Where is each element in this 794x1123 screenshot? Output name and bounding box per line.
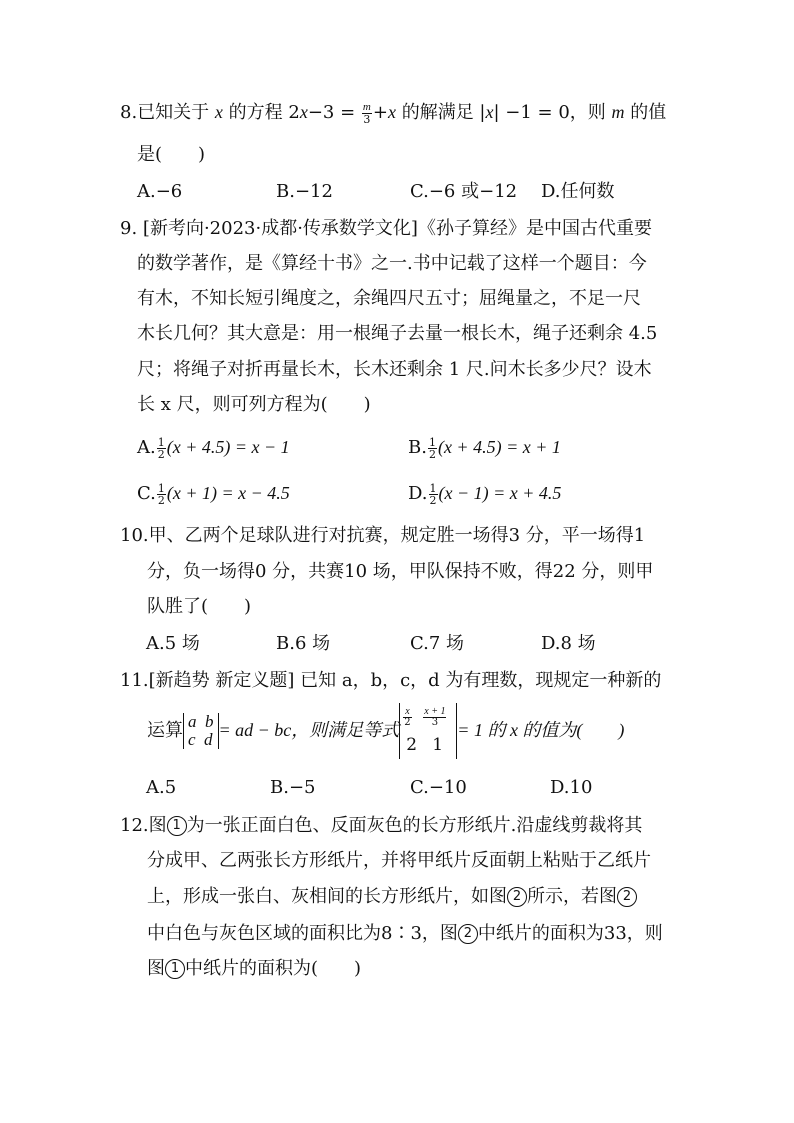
- half-fraction: $\frac{1}{2}$: [157, 481, 165, 507]
- circled-number: 2: [458, 924, 478, 944]
- q10-line2: 分，负一场得0 分，共赛10 场，甲队保持不败，得22 分，则甲: [147, 561, 654, 582]
- q9-line2: 的数学著作，是《算经十书》之一.书中记载了这样一个题目：今: [137, 253, 647, 274]
- q9-option-b: B. $\frac{1}{2}$ (x + 4.5) = x + 1: [408, 435, 561, 461]
- q9-line5: 尺；将绳子对折再量长木，长木还剩余 1 尺.问木长多少尺？设木: [137, 359, 652, 380]
- q10-line3: 队胜了( ): [147, 596, 252, 617]
- q9-line1: 9. [新考向·2023·成都·传承数学文化]《孙子算经》是中国古代重要: [120, 218, 652, 239]
- q11-option-d: D.10: [550, 777, 593, 798]
- q9-option-c: C. $\frac{1}{2}$ (x + 1) = x − 4.5: [137, 481, 290, 507]
- q8-option-c: C.−6 或−12: [410, 181, 518, 202]
- q9-option-d: D. $\frac{1}{2}$ (x − 1) = x + 4.5: [408, 481, 562, 507]
- q9-option-a: A. $\frac{1}{2}$ (x + 4.5) = x − 1: [137, 435, 290, 461]
- q10-line1: 10.甲、乙两个足球队进行对抗赛，规定胜一场得3 分，平一场得1: [120, 525, 646, 546]
- q12-line1: 12.图 1 为一张正面白色、反面灰色的长方形纸片.沿虚线剪裁将其: [120, 815, 643, 836]
- q12-line5: 图 1 中纸片的面积为( ): [147, 958, 362, 979]
- q10-option-d: D.8 场: [541, 633, 596, 654]
- circled-number: 2: [617, 887, 637, 907]
- q8-option-d: D.任何数: [541, 181, 615, 202]
- q8-fraction: $\frac{m}{3}$: [362, 100, 371, 126]
- q12-line4: 中白色与灰色区域的面积比为8∶3，图 2 中纸片的面积为33，则: [147, 923, 663, 944]
- q8-number: 8.: [120, 102, 138, 123]
- circled-number: 1: [165, 959, 185, 979]
- q8-line2: 是( ): [137, 144, 206, 165]
- half-fraction: $\frac{1}{2}$: [157, 435, 165, 461]
- q8-line1: 8.已知关于 x 的方程 2x−3 = $\frac{m}{3}$ +x 的解满足 |x| −1 = 0，则 m 的值: [120, 100, 667, 126]
- q12-line3: 上，形成一张白、灰相间的长方形纸片，如图 2 所示，若图 2: [147, 885, 637, 909]
- q8-option-a: A.−6: [137, 181, 183, 202]
- half-fraction: $\frac{1}{2}$: [428, 435, 436, 461]
- q11-option-c: C.−10: [410, 777, 467, 798]
- q11-line2: 运算 a b c d = ad − bc，则满足等式 $\frac{x}{2}$ $\frac{x + 1}{3}$ 2 1 = 1 的 x 的值为( ): [147, 700, 624, 760]
- q12-line2: 分成甲、乙两张长方形纸片，并将甲纸片反面朝上粘贴于乙纸片: [147, 850, 651, 871]
- determinant-definition: a b c d: [183, 713, 219, 749]
- q11-option-a: A.5: [146, 777, 177, 798]
- circled-number: 1: [167, 816, 187, 836]
- q11-line1: 11.[新趋势 新定义题] 已知 a，b，c，d 为有理数，现规定一种新的: [120, 670, 662, 691]
- half-fraction: $\frac{1}{2}$: [429, 481, 437, 507]
- q10-option-b: B.6 场: [276, 633, 331, 654]
- q8-option-b: B.−12: [276, 181, 333, 202]
- q9-line6: 长 x 尺，则可列方程为( ): [137, 394, 371, 415]
- q9-line3: 有木，不知长短引绳度之，余绳四尺五寸；屈绳量之，不足一尺: [137, 288, 641, 309]
- q11-option-b: B.−5: [270, 777, 316, 798]
- circled-number: 2: [507, 887, 527, 907]
- determinant-equation: $\frac{x}{2}$ $\frac{x + 1}{3}$ 2 1: [399, 703, 457, 759]
- q10-option-c: C.7 场: [410, 633, 465, 654]
- q10-option-a: A.5 场: [146, 633, 200, 654]
- q9-line4: 木长几何？其大意是：用一根绳子去量一根长木，绳子还剩余 4.5: [137, 323, 658, 344]
